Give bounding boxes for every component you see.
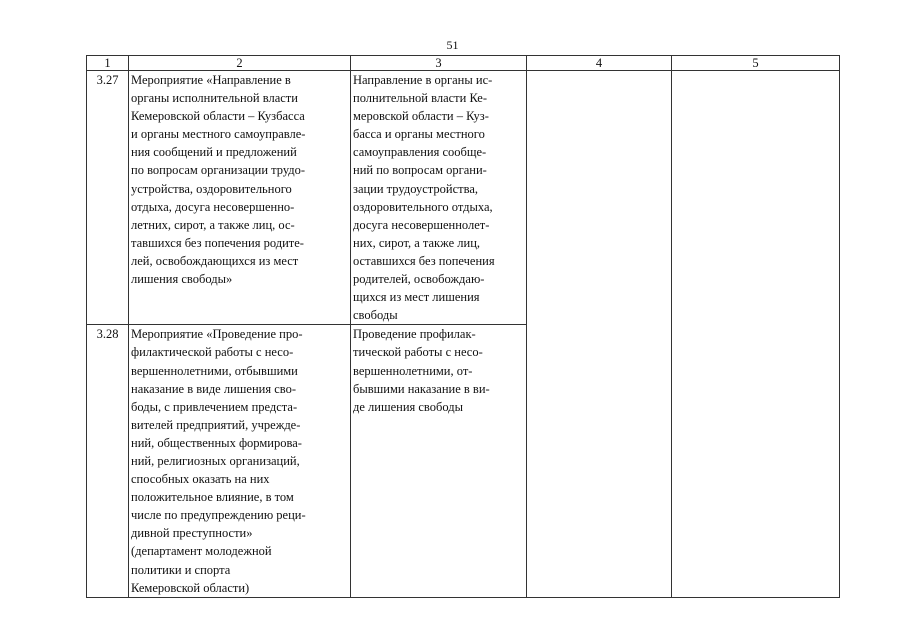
column-header-1: 1 bbox=[87, 56, 129, 71]
activity-name-cell: Мероприятие «Направление в органы исполнительной власти Кемеровской области – Кузбасса и органы местного самоуправле- ния сообщений и предложений по вопросам организации трудо- устройства, оздоровительного отдыха, досуга несовершенно- летних, сирот, а также лиц, ос- тавшихся без попечения родите- лей, освобождающихся из мест лишения свободы» bbox=[129, 71, 351, 325]
activity-description-cell: Направление в органы ис- полнительной власти Ке- меровской области – Куз- басса и органы местного самоуправления сообще- ний по вопросам органи- зации трудоустройства, оздоровительного отдыха, досуга несовершеннолет- них, сирот, а также лиц, оставшихся без попечения родителей, освобождаю- щихся из мест лишения свободы bbox=[351, 71, 527, 325]
column-header-5: 5 bbox=[672, 56, 840, 71]
column-header-4: 4 bbox=[527, 56, 672, 71]
row-number-cell: 3.28 bbox=[87, 325, 129, 597]
activity-name-cell: Мероприятие «Проведение про- филактической работы с несо- вершеннолетними, отбывшими наказание в виде лишения сво- боды, с привлечением предста- вителей предприятий, учрежде- ний, общественных формирова- ний, религиозных организаций, способных оказать на них положительное влияние, в том числе по предупреждению реци- дивной преступности» (департамент молодежной политики и спорта Кемеровской области) bbox=[129, 325, 351, 597]
column-5-cell bbox=[672, 71, 840, 325]
table-row bbox=[87, 325, 840, 597]
document-table bbox=[86, 55, 840, 598]
row-number-cell: 3.27 bbox=[87, 71, 129, 325]
column-4-cell bbox=[527, 325, 672, 597]
column-header-2: 2 bbox=[129, 56, 351, 71]
table-header-row bbox=[87, 56, 840, 71]
activity-description-cell: Проведение профилак- тической работы с несо- вершеннолетними, от- бывшими наказание в ви- де лишения свободы bbox=[351, 325, 527, 597]
table-row bbox=[87, 71, 840, 325]
column-5-cell bbox=[672, 325, 840, 597]
column-4-cell bbox=[527, 71, 672, 325]
page-number: 51 bbox=[446, 38, 459, 52]
column-header-3: 3 bbox=[351, 56, 527, 71]
